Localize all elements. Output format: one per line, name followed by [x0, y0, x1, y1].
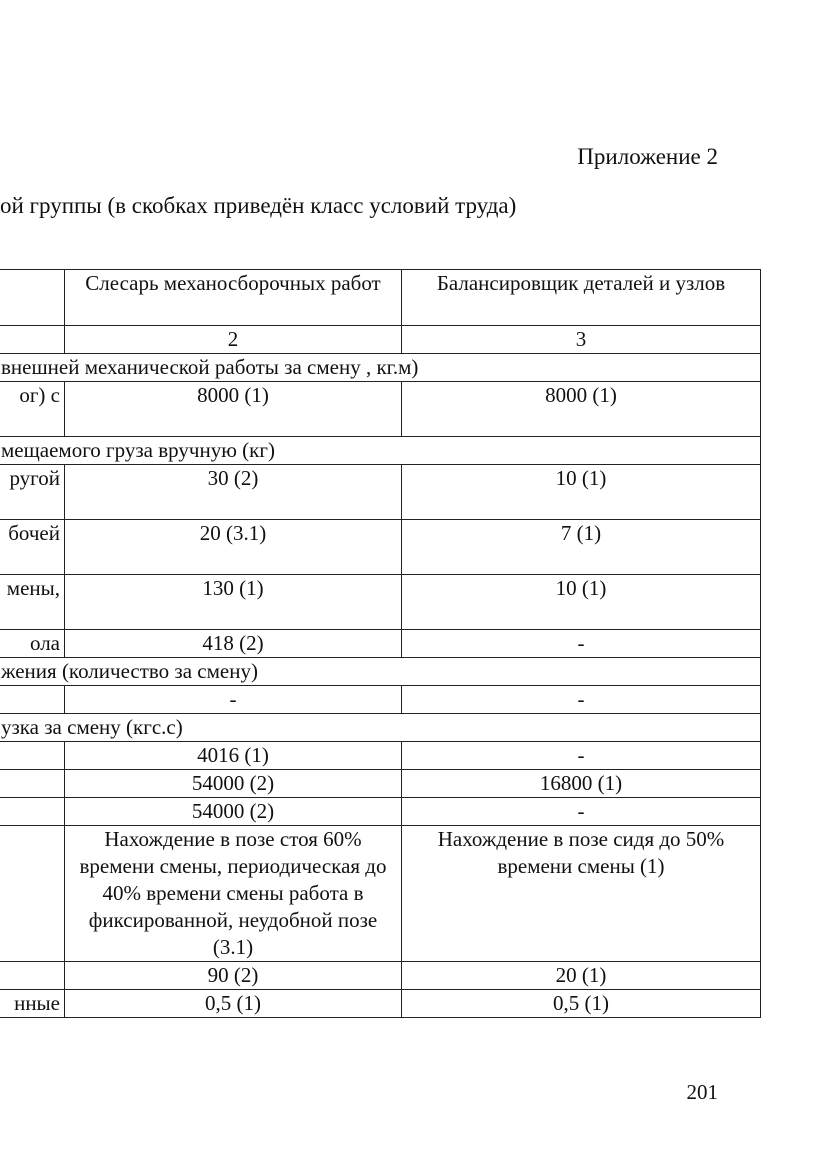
table-cell-col1 [0, 826, 65, 962]
table-cell-col3: 20 (1) [402, 962, 761, 990]
table-cell-col3: - [402, 798, 761, 826]
table-row [0, 575, 761, 630]
table-row [0, 798, 761, 826]
table-cell-col2: 30 (2) [65, 465, 402, 520]
table-row [0, 742, 761, 770]
numbering-cell-col2: 2 [65, 326, 402, 354]
table-cell-col3: 10 (1) [402, 465, 761, 520]
table-cell-col1: нные [0, 990, 65, 1018]
header-cell-col2: Слесарь механосборочных работ [65, 270, 402, 326]
page-number: 201 [686, 1080, 718, 1104]
table-cell-col1 [0, 962, 65, 990]
table-cell-col2: 90 (2) [65, 962, 402, 990]
appendix-label: Приложение 2 [577, 144, 718, 169]
section-row [0, 437, 761, 465]
table-cell-col2: 0,5 (1) [65, 990, 402, 1018]
section-heading-text: жения (количество за смену) [1, 659, 258, 683]
table-cell-col2: Нахождение в позе стоя 60% времени смены, периодическая до 40% времени смены работа в фиксированной, неудобной позе (3.1) [65, 826, 402, 962]
table-cell-col3: 7 (1) [402, 520, 761, 575]
table-cell-col3: Нахождение в позе сидя до 50% времени смены (1) [402, 826, 761, 962]
table-cell-col1 [0, 742, 65, 770]
table-cell-col2: 4016 (1) [65, 742, 402, 770]
table-cell-col1: мены, [0, 575, 65, 630]
table-cell-col3: - [402, 742, 761, 770]
header-cell-col1 [0, 270, 65, 326]
table-cell-col1 [0, 770, 65, 798]
numbering-cell-col1 [0, 326, 65, 354]
table-cell-col3: 16800 (1) [402, 770, 761, 798]
table-cell-col2: 130 (1) [65, 575, 402, 630]
numbering-row [0, 326, 761, 354]
section-heading [0, 658, 761, 686]
table-cell-col3: 8000 (1) [402, 382, 761, 437]
working-conditions-table [0, 269, 761, 1018]
table-cell-col1: ола [0, 630, 65, 658]
section-heading [0, 714, 761, 742]
section-heading-text: мещаемого груза вручную (кг) [1, 438, 275, 462]
table-subtitle: ой группы (в скобках приведён класс условий труда) [0, 193, 517, 218]
table-cell-col3: 0,5 (1) [402, 990, 761, 1018]
table-row [0, 382, 761, 437]
section-row [0, 658, 761, 686]
table-row [0, 826, 761, 962]
numbering-cell-col3: 3 [402, 326, 761, 354]
table-row [0, 770, 761, 798]
header-cell-col3: Балансировщик деталей и узлов [402, 270, 761, 326]
section-heading-text: внешней механической работы за смену , кг.м) [1, 355, 419, 379]
table-row [0, 962, 761, 990]
header-row [0, 270, 761, 326]
table-row [0, 990, 761, 1018]
table-cell-col1 [0, 798, 65, 826]
table-cell-col1: ог) с [0, 382, 65, 437]
table-row [0, 465, 761, 520]
table-body [0, 270, 761, 1018]
section-row [0, 714, 761, 742]
table-cell-col2: - [65, 686, 402, 714]
table-cell-col2: 54000 (2) [65, 770, 402, 798]
table-cell-col3: - [402, 686, 761, 714]
table-cell-col1: бочей [0, 520, 65, 575]
section-heading [0, 437, 761, 465]
table-cell-col2: 54000 (2) [65, 798, 402, 826]
table-row [0, 686, 761, 714]
section-row [0, 354, 761, 382]
table-cell-col3: - [402, 630, 761, 658]
section-heading-text: узка за смену (кгс.с) [1, 715, 183, 739]
table-cell-col1: ругой [0, 465, 65, 520]
table-cell-col1 [0, 686, 65, 714]
table-cell-col3: 10 (1) [402, 575, 761, 630]
table-cell-col2: 8000 (1) [65, 382, 402, 437]
table-cell-col2: 418 (2) [65, 630, 402, 658]
table-row [0, 630, 761, 658]
table-row [0, 520, 761, 575]
table-cell-col2: 20 (3.1) [65, 520, 402, 575]
section-heading [0, 354, 761, 382]
